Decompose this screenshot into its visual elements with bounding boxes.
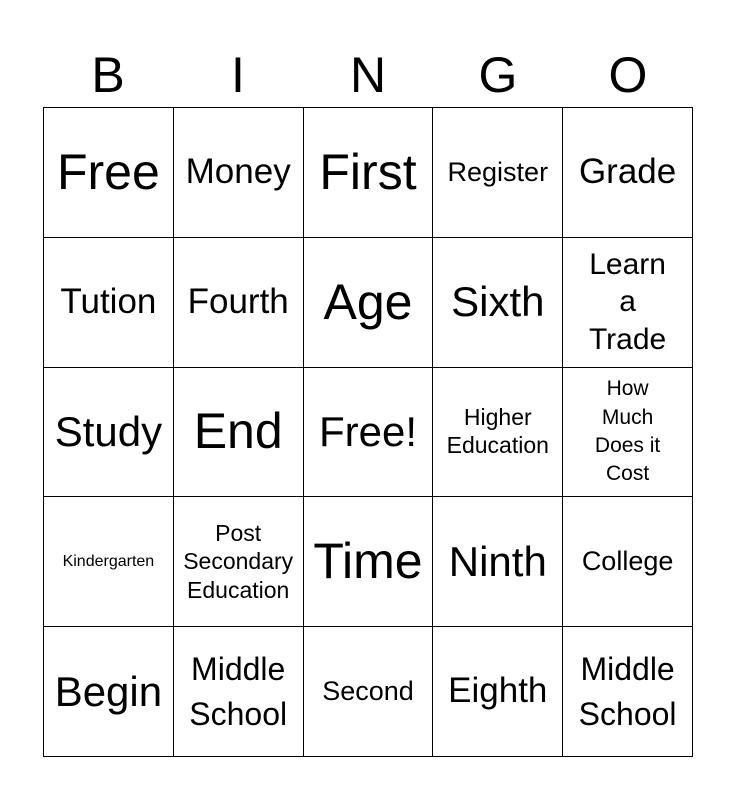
cell-text: Middle School [189,650,288,732]
cell-text: Register [447,156,549,187]
bingo-cell[interactable] [44,368,174,498]
cell-text: Time [313,533,423,590]
bingo-cell[interactable] [174,627,304,757]
cell-text: Tution [60,281,157,321]
cell-text: Learn a Trade [588,247,667,356]
header-letter-i: I [231,47,245,103]
header-letter-o: O [608,47,648,103]
cell-text: Kindergarten [62,553,155,571]
bingo-cell[interactable] [304,627,434,757]
bingo-cell[interactable] [563,238,693,368]
bingo-card-grid [43,107,693,757]
bingo-cell[interactable] [433,238,563,368]
header-letter-n: N [349,47,387,103]
cell-text: Middle School [578,650,677,732]
bingo-cell[interactable] [304,238,434,368]
bingo-cell[interactable] [563,368,693,498]
cell-text: Age [323,273,413,330]
bingo-cell[interactable] [44,627,174,757]
cell-text: Free! [318,407,417,455]
bingo-cell[interactable] [304,368,434,498]
bingo-cell[interactable] [174,238,304,368]
bingo-cell[interactable] [44,108,174,238]
bingo-cell[interactable] [174,108,304,238]
cell-text: Money [185,152,291,192]
bingo-cell[interactable] [433,368,563,498]
cell-text: Higher Education [446,404,549,458]
bingo-cell[interactable] [563,108,693,238]
cell-text: First [319,143,417,200]
bingo-cell[interactable] [433,108,563,238]
bingo-cell[interactable] [563,627,693,757]
cell-text: Grade [578,152,677,192]
bingo-cell[interactable] [433,627,563,757]
bingo-cell[interactable] [44,497,174,627]
cell-text: How Much Does it Cost [594,377,661,486]
bingo-cell[interactable] [174,368,304,498]
bingo-header [43,42,693,108]
bingo-cell[interactable] [44,238,174,368]
bingo-cell[interactable] [174,497,304,627]
bingo-cell[interactable] [304,497,434,627]
bingo-cell[interactable] [563,497,693,627]
cell-text: Eighth [448,671,548,711]
cell-text: Second [322,676,414,707]
bingo-cell[interactable] [304,108,434,238]
header-letter-b: B [91,47,125,103]
cell-text: Post Secondary Education [183,519,294,604]
cell-text: End [193,403,283,460]
cell-text: Begin [54,667,163,715]
cell-text: Fourth [187,281,289,321]
bingo-cell[interactable] [433,497,563,627]
cell-text: Study [54,407,163,455]
header-letter-g: G [478,47,518,103]
cell-text: College [581,546,674,577]
cell-text: Free [56,143,160,200]
cell-text: Sixth [451,278,545,326]
cell-text: Ninth [448,537,547,585]
